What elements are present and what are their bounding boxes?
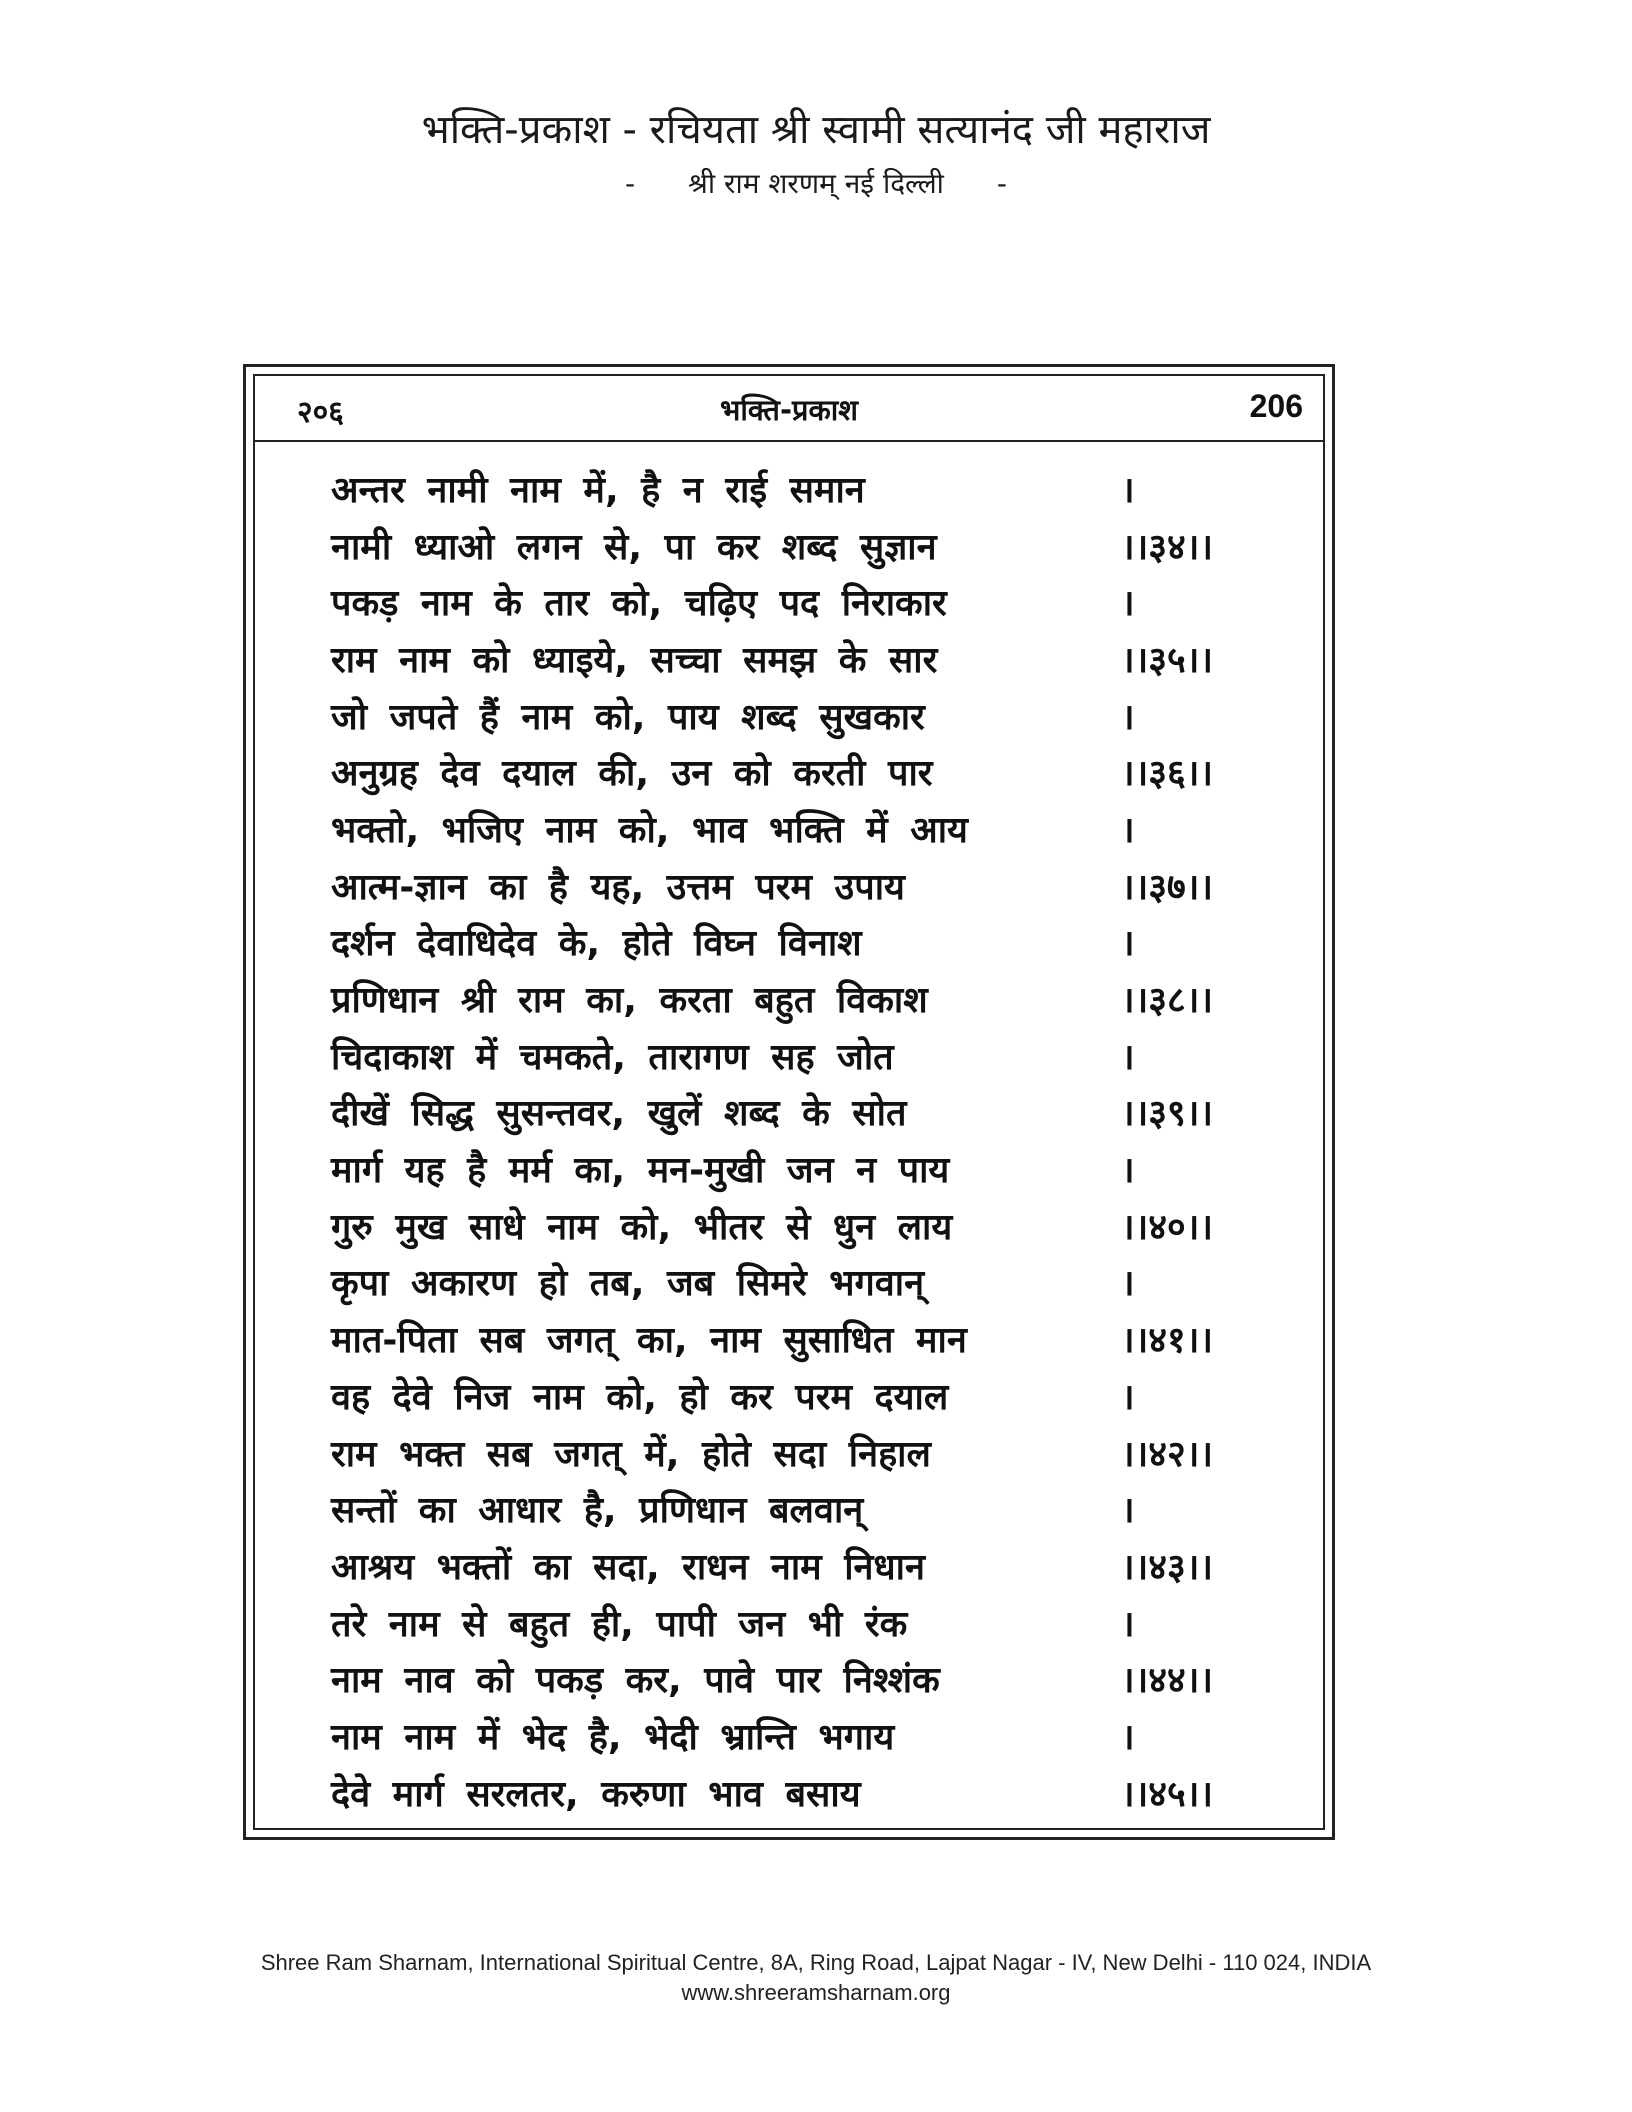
verse-line (331, 1424, 1311, 1481)
verse-text: मात-पिता सब जगत् का, नाम सुसाधित मान (331, 1320, 967, 1362)
verse-line (331, 1480, 1311, 1537)
verse-line (331, 1084, 1311, 1141)
verse-text: अनुग्रह देव दयाल की, उन को करती पार (331, 753, 933, 795)
verse-end-marker: । (1121, 1376, 1135, 1418)
verse-text: चिदाकाश में चमकते, तारागण सह जोत (331, 1036, 894, 1078)
verse-line (331, 1140, 1311, 1197)
verse-line (331, 1764, 1311, 1821)
subtitle-dash-right: - (996, 167, 1007, 200)
verse-end-marker: । (1121, 1716, 1135, 1758)
verse-end-marker: । (1121, 1263, 1135, 1305)
verse-end-marker: । (1121, 696, 1135, 738)
verse-text: वह देवे निज नाम को, हो कर परम दयाल (331, 1376, 949, 1418)
verse-line (331, 1594, 1311, 1651)
verse-end-marker: ।।४२।। (1121, 1433, 1214, 1475)
verse-line (331, 743, 1311, 800)
book-title: भक्ति-प्रकाश (719, 393, 858, 427)
verse-line (331, 800, 1311, 857)
verse-line (331, 1650, 1311, 1707)
verse-end-marker: । (1121, 1150, 1135, 1192)
subtitle-text: श्री राम शरणम् नई दिल्ली (688, 167, 944, 200)
verse-text: कृपा अकारण हो तब, जब सिमरे भगवान् (331, 1263, 925, 1305)
page-number-hindi: २०६ (297, 395, 344, 430)
verse-end-marker: । (1121, 583, 1135, 625)
verse-end-marker: । (1121, 809, 1135, 851)
verse-end-marker: । (1121, 469, 1135, 511)
verse-list (331, 460, 1311, 1821)
footer-website[interactable]: www.shreeramsharnam.org (681, 1980, 951, 2005)
verse-end-marker: । (1121, 923, 1135, 965)
verse-line (331, 857, 1311, 914)
verse-text: राम नाम को ध्याइये, सच्चा समझ के सार (331, 639, 938, 681)
verse-line (331, 517, 1311, 574)
verse-end-marker: ।।३६।। (1121, 753, 1214, 795)
page-number: 206 (1249, 388, 1303, 424)
verse-text: दर्शन देवाधिदेव के, होते विघ्न विनाश (331, 923, 862, 965)
verse-line (331, 1027, 1311, 1084)
verse-end-marker: ।।३९।। (1121, 1093, 1214, 1135)
verse-line (331, 1367, 1311, 1424)
scanned-page-frame (243, 364, 1335, 1840)
verse-text: मार्ग यह है मर्म का, मन-मुखी जन न पाय (331, 1150, 950, 1192)
verse-text: अन्तर नामी नाम में, है न राई समान (331, 469, 865, 511)
verse-text: आश्रय भक्तों का सदा, राधन नाम निधान (331, 1546, 925, 1588)
subtitle-dash-left: - (625, 167, 636, 200)
footer-address: Shree Ram Sharnam, International Spiritual Centre, 8A, Ring Road, Lajpat Nagar - IV, New Delhi - 110 024, INDIA (260, 1950, 1372, 1975)
verse-text: प्रणिधान श्री राम का, करता बहुत विकाश (331, 980, 928, 1022)
book-page-header (255, 376, 1323, 442)
verse-text: नाम नाम में भेद है, भेदी भ्रान्ति भगाय (331, 1716, 895, 1758)
verse-end-marker: । (1121, 1036, 1135, 1078)
verse-line (331, 914, 1311, 971)
verse-text: पकड़ नाम के तार को, चढ़िए पद निराकार (331, 583, 947, 625)
verse-text: सन्तों का आधार है, प्रणिधान बलवान् (331, 1490, 864, 1532)
verse-line (331, 1707, 1311, 1764)
verse-end-marker: । (1121, 1603, 1135, 1645)
verse-line (331, 630, 1311, 687)
verse-text: आत्म-ज्ञान का है यह, उत्तम परम उपाय (331, 866, 905, 908)
verse-end-marker: ।।३८।। (1121, 980, 1214, 1022)
document-subtitle (0, 164, 1632, 202)
verse-line (331, 460, 1311, 517)
verse-text: जो जपते हैं नाम को, पाय शब्द सुखकार (331, 696, 925, 738)
verse-end-marker: ।।३७।। (1121, 866, 1214, 908)
verse-text: तरे नाम से बहुत ही, पापी जन भी रंक (331, 1603, 908, 1645)
verse-line (331, 970, 1311, 1027)
verse-text: नाम नाव को पकड़ कर, पावे पार निश्शंक (331, 1660, 940, 1702)
verse-text: नामी ध्याओ लगन से, पा कर शब्द सुज्ञान (331, 526, 937, 568)
verse-end-marker: ।।३४।। (1121, 526, 1214, 568)
verse-text: दीखें सिद्ध सुसन्तवर, खुलें शब्द के सोत (331, 1093, 907, 1135)
verse-line (331, 1537, 1311, 1594)
document-title: भक्ति-प्रकाश - रचियता श्री स्वामी सत्यानंद जी महाराज (421, 107, 1211, 153)
verse-line (331, 1310, 1311, 1367)
verse-text: गुरु मुख साधे नाम को, भीतर से धुन लाय (331, 1206, 953, 1248)
verse-end-marker: ।।४३।। (1121, 1546, 1214, 1588)
verse-end-marker: ।।४४।। (1121, 1660, 1214, 1702)
scanned-page-inner-frame (253, 374, 1325, 1830)
verse-end-marker: । (1121, 1490, 1135, 1532)
verse-end-marker: ।।३५।। (1121, 639, 1214, 681)
verse-text: भक्तो, भजिए नाम को, भाव भक्ति में आय (331, 809, 968, 851)
verse-end-marker: ।।४५।। (1121, 1773, 1214, 1815)
verse-end-marker: ।।४०।। (1121, 1206, 1214, 1248)
verse-line (331, 687, 1311, 744)
verse-line (331, 573, 1311, 630)
verse-line (331, 1254, 1311, 1311)
verse-text: राम भक्त सब जगत् में, होते सदा निहाल (331, 1433, 931, 1475)
verse-text: देवे मार्ग सरलतर, करुणा भाव बसाय (331, 1773, 861, 1815)
verse-line (331, 1197, 1311, 1254)
verse-end-marker: ।।४१।। (1121, 1320, 1214, 1362)
